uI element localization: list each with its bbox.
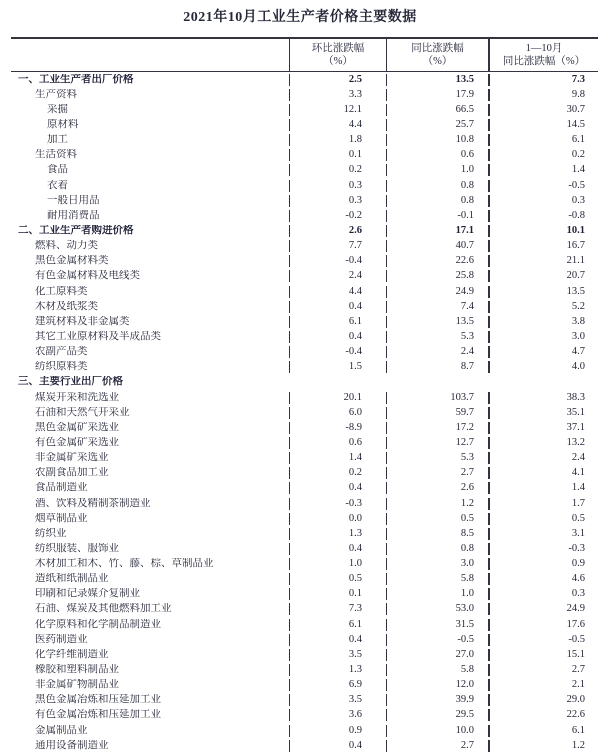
mom-value: 0.4 xyxy=(289,301,386,313)
table-row xyxy=(11,223,598,238)
header-yoy-line1: 同比涨跌幅 xyxy=(411,43,464,54)
table-row xyxy=(11,375,598,390)
ytd-value: 38.3 xyxy=(488,392,598,404)
ytd-value: 16.7 xyxy=(488,240,598,252)
yoy-value: -0.1 xyxy=(386,210,488,222)
table-row xyxy=(11,208,598,223)
yoy-value: 24.9 xyxy=(386,286,488,298)
row-label: 医药制造业 xyxy=(35,633,88,645)
table-row xyxy=(11,526,598,541)
yoy-value: 2.4 xyxy=(386,346,488,358)
row-label: 黑色金属矿采选业 xyxy=(35,421,119,433)
yoy-value: 0.5 xyxy=(386,513,488,525)
mom-value: 6.9 xyxy=(289,679,386,691)
ytd-value: 17.6 xyxy=(488,619,598,631)
row-label: 三、主要行业出厂价格 xyxy=(18,376,123,388)
ytd-value: 3.8 xyxy=(488,316,598,328)
ytd-value: 6.1 xyxy=(488,725,598,737)
yoy-value: 0.8 xyxy=(386,543,488,555)
page-title: 2021年10月工业生产者价格主要数据 xyxy=(183,10,417,25)
mom-value: 1.3 xyxy=(289,528,386,540)
table-row xyxy=(11,541,598,556)
ytd-value: 10.1 xyxy=(488,225,598,237)
ytd-value: 13.5 xyxy=(488,286,598,298)
row-label: 石油和天然气开采业 xyxy=(35,406,130,418)
header-ytd-line1: 1—10月 xyxy=(525,43,563,54)
ytd-value: 1.7 xyxy=(488,498,598,510)
ytd-value: -0.8 xyxy=(488,210,598,222)
row-label: 橡胶和塑料制品业 xyxy=(35,664,119,676)
mom-value: 0.9 xyxy=(289,725,386,737)
row-label: 燃料、动力类 xyxy=(35,240,98,252)
yoy-value: 53.0 xyxy=(386,603,488,615)
table-row xyxy=(11,693,598,708)
row-label: 加工 xyxy=(47,134,68,146)
row-label: 原材料 xyxy=(47,118,79,130)
yoy-value: 0.8 xyxy=(386,180,488,192)
yoy-value: 10.0 xyxy=(386,725,488,737)
table-row xyxy=(11,511,598,526)
row-label: 有色金属材料及电线类 xyxy=(35,270,140,282)
row-label: 煤炭开采和洗选业 xyxy=(35,391,119,403)
row-label: 化学原料和化学制品制造业 xyxy=(35,618,161,630)
mom-value: 3.3 xyxy=(289,89,386,101)
table-row xyxy=(11,148,598,163)
row-label: 非金属矿采选业 xyxy=(35,452,109,464)
yoy-value: 1.0 xyxy=(386,164,488,176)
row-label: 生活资料 xyxy=(35,149,77,161)
yoy-value: 59.7 xyxy=(386,407,488,419)
mom-value: 1.5 xyxy=(289,361,386,373)
ytd-value: 6.1 xyxy=(488,134,598,146)
mom-value: 1.8 xyxy=(289,134,386,146)
ytd-value: 37.1 xyxy=(488,422,598,434)
yoy-value: 2.6 xyxy=(386,482,488,494)
ytd-value: 35.1 xyxy=(488,407,598,419)
ytd-value: -0.5 xyxy=(488,180,598,192)
table-row xyxy=(11,451,598,466)
ytd-value: 4.7 xyxy=(488,346,598,358)
header-mom-change xyxy=(289,39,386,71)
table-row xyxy=(11,314,598,329)
yoy-value: 5.3 xyxy=(386,452,488,464)
ytd-value: 3.0 xyxy=(488,331,598,343)
mom-value: 0.3 xyxy=(289,180,386,192)
ytd-value: 0.2 xyxy=(488,149,598,161)
yoy-value: 1.0 xyxy=(386,588,488,600)
row-label: 采掘 xyxy=(47,103,68,115)
mom-value: -0.2 xyxy=(289,210,386,222)
mom-value: 0.3 xyxy=(289,195,386,207)
row-label: 食品 xyxy=(47,164,68,176)
row-label: 印刷和记录媒介复制业 xyxy=(35,588,140,600)
row-label: 化工原料类 xyxy=(35,285,88,297)
mom-value: 4.4 xyxy=(289,286,386,298)
table-row xyxy=(11,496,598,511)
mom-value: 0.2 xyxy=(289,164,386,176)
table-row xyxy=(11,102,598,117)
yoy-value: 17.9 xyxy=(386,89,488,101)
row-label: 纺织服装、服饰业 xyxy=(35,542,119,554)
table-row xyxy=(11,662,598,677)
table-row xyxy=(11,708,598,723)
table-row xyxy=(11,738,598,753)
header-mom-line2: （%） xyxy=(323,56,353,67)
mom-value: 7.3 xyxy=(289,603,386,615)
yoy-value: 25.8 xyxy=(386,270,488,282)
table-row xyxy=(11,572,598,587)
row-label: 黑色金属材料类 xyxy=(35,255,109,267)
table-row xyxy=(11,239,598,254)
table-row xyxy=(11,632,598,647)
table-row xyxy=(11,557,598,572)
row-label: 木材加工和木、竹、藤、棕、草制品业 xyxy=(35,558,214,570)
yoy-value: -0.5 xyxy=(386,634,488,646)
yoy-value: 7.4 xyxy=(386,301,488,313)
mom-value: 3.5 xyxy=(289,649,386,661)
yoy-value: 22.6 xyxy=(386,255,488,267)
ytd-value: 2.7 xyxy=(488,664,598,676)
yoy-value: 2.7 xyxy=(386,740,488,752)
row-label: 化学纤维制造业 xyxy=(35,648,109,660)
mom-value: 0.4 xyxy=(289,482,386,494)
row-label: 石油、煤炭及其他燃料加工业 xyxy=(35,603,172,615)
table-row xyxy=(11,435,598,450)
row-label: 黑色金属冶炼和压延加工业 xyxy=(35,694,161,706)
table-row xyxy=(11,723,598,738)
ytd-value: 9.8 xyxy=(488,89,598,101)
mom-value: 2.6 xyxy=(289,225,386,237)
mom-value: 0.5 xyxy=(289,573,386,585)
ytd-value: 4.1 xyxy=(488,467,598,479)
ytd-value: 1.4 xyxy=(488,164,598,176)
table-row xyxy=(11,133,598,148)
table-row xyxy=(11,163,598,178)
row-label: 一、工业生产者出厂价格 xyxy=(18,73,134,85)
table-row xyxy=(11,587,598,602)
mom-value: -0.4 xyxy=(289,255,386,267)
mom-value: 1.3 xyxy=(289,664,386,676)
row-label: 通用设备制造业 xyxy=(35,739,109,751)
row-label: 纺织原料类 xyxy=(35,361,88,373)
mom-value: 3.5 xyxy=(289,694,386,706)
ytd-value: -0.5 xyxy=(488,634,598,646)
yoy-value: 0.6 xyxy=(386,149,488,161)
table-row xyxy=(11,193,598,208)
mom-value: 6.0 xyxy=(289,407,386,419)
mom-value: 0.4 xyxy=(289,543,386,555)
mom-value: 0.4 xyxy=(289,634,386,646)
ytd-value: 5.2 xyxy=(488,301,598,313)
header-ytd-change xyxy=(488,39,598,71)
mom-value: 2.4 xyxy=(289,270,386,282)
yoy-value: 40.7 xyxy=(386,240,488,252)
ytd-value: 21.1 xyxy=(488,255,598,267)
yoy-value: 2.7 xyxy=(386,467,488,479)
ytd-value: 20.7 xyxy=(488,270,598,282)
table-row xyxy=(11,284,598,299)
ytd-value: 13.2 xyxy=(488,437,598,449)
ytd-value: 22.6 xyxy=(488,709,598,721)
yoy-value: 5.3 xyxy=(386,331,488,343)
yoy-value: 66.5 xyxy=(386,104,488,116)
yoy-value: 12.7 xyxy=(386,437,488,449)
ytd-value: 0.9 xyxy=(488,558,598,570)
table-header xyxy=(11,39,598,72)
ytd-value: 29.0 xyxy=(488,694,598,706)
header-yoy-change xyxy=(386,39,488,71)
table-row xyxy=(11,678,598,693)
yoy-value: 17.2 xyxy=(386,422,488,434)
row-label: 建筑材料及非金属类 xyxy=(35,315,130,327)
row-label: 农副产品类 xyxy=(35,346,88,358)
row-label: 食品制造业 xyxy=(35,482,88,494)
row-label: 造纸和纸制品业 xyxy=(35,573,109,585)
row-label: 有色金属矿采选业 xyxy=(35,436,119,448)
yoy-value: 5.8 xyxy=(386,573,488,585)
ytd-value: 2.4 xyxy=(488,452,598,464)
yoy-value: 27.0 xyxy=(386,649,488,661)
table-row xyxy=(11,602,598,617)
table-row xyxy=(11,420,598,435)
ytd-value: 0.5 xyxy=(488,513,598,525)
mom-value: 0.1 xyxy=(289,149,386,161)
mom-value: -0.3 xyxy=(289,498,386,510)
ytd-value: 0.3 xyxy=(488,588,598,600)
table-row xyxy=(11,390,598,405)
yoy-value: 5.8 xyxy=(386,664,488,676)
row-label: 二、工业生产者购进价格 xyxy=(18,224,134,236)
row-label: 酒、饮料及精制茶制造业 xyxy=(35,497,151,509)
row-label: 农副食品加工业 xyxy=(35,467,109,479)
table-row xyxy=(11,329,598,344)
mom-value: 6.1 xyxy=(289,619,386,631)
ytd-value: 15.1 xyxy=(488,649,598,661)
mom-value: 1.0 xyxy=(289,558,386,570)
yoy-value: 0.8 xyxy=(386,195,488,207)
mom-value: 0.6 xyxy=(289,437,386,449)
mom-value: 7.7 xyxy=(289,240,386,252)
ytd-value: 1.2 xyxy=(488,740,598,752)
table-row xyxy=(11,72,598,87)
yoy-value: 13.5 xyxy=(386,316,488,328)
table-row xyxy=(11,617,598,632)
ytd-value: -0.3 xyxy=(488,543,598,555)
mom-value: 4.4 xyxy=(289,119,386,131)
row-label: 一般日用品 xyxy=(47,194,100,206)
table-row xyxy=(11,269,598,284)
ytd-value: 24.9 xyxy=(488,603,598,615)
yoy-value: 3.0 xyxy=(386,558,488,570)
yoy-value: 25.7 xyxy=(386,119,488,131)
ytd-value: 4.6 xyxy=(488,573,598,585)
table-row xyxy=(11,466,598,481)
header-ytd-line2: 同比涨跌幅（%） xyxy=(502,56,586,67)
header-mom-line1: 环比涨跌幅 xyxy=(311,43,365,54)
table-row xyxy=(11,647,598,662)
mom-value: 3.6 xyxy=(289,709,386,721)
data-table xyxy=(11,37,598,753)
header-label-col xyxy=(11,39,289,71)
yoy-value: 17.1 xyxy=(386,225,488,237)
ytd-value: 2.1 xyxy=(488,679,598,691)
row-label: 衣着 xyxy=(47,179,68,191)
table-row xyxy=(11,178,598,193)
ytd-value: 1.4 xyxy=(488,482,598,494)
table-body xyxy=(11,72,598,753)
header-yoy-line2: （%） xyxy=(422,56,453,67)
row-label: 烟草制品业 xyxy=(35,512,88,524)
mom-value: 1.4 xyxy=(289,452,386,464)
mom-value: 0.2 xyxy=(289,467,386,479)
table-row xyxy=(11,360,598,375)
yoy-value: 31.5 xyxy=(386,619,488,631)
yoy-value: 29.5 xyxy=(386,709,488,721)
yoy-value: 8.5 xyxy=(386,528,488,540)
mom-value: 0.4 xyxy=(289,740,386,752)
table-row xyxy=(11,299,598,314)
row-label: 生产资料 xyxy=(35,88,77,100)
mom-value: 12.1 xyxy=(289,104,386,116)
mom-value: 6.1 xyxy=(289,316,386,328)
ytd-value: 4.0 xyxy=(488,361,598,373)
ytd-value: 7.3 xyxy=(488,74,598,86)
row-label: 耐用消费品 xyxy=(47,209,100,221)
yoy-value: 39.9 xyxy=(386,694,488,706)
mom-value: 20.1 xyxy=(289,392,386,404)
mom-value: -0.4 xyxy=(289,346,386,358)
table-row xyxy=(11,405,598,420)
yoy-value: 8.7 xyxy=(386,361,488,373)
mom-value: 0.0 xyxy=(289,513,386,525)
row-label: 其它工业原材料及半成品类 xyxy=(35,330,161,342)
row-label: 有色金属冶炼和压延加工业 xyxy=(35,709,161,721)
yoy-value: 10.8 xyxy=(386,134,488,146)
table-row xyxy=(11,481,598,496)
ytd-value: 30.7 xyxy=(488,104,598,116)
yoy-value: 12.0 xyxy=(386,679,488,691)
row-label: 非金属矿物制品业 xyxy=(35,679,119,691)
ytd-value: 0.3 xyxy=(488,195,598,207)
row-label: 木材及纸浆类 xyxy=(35,300,98,312)
table-row xyxy=(11,345,598,360)
ytd-value: 14.5 xyxy=(488,119,598,131)
mom-value: 0.4 xyxy=(289,331,386,343)
yoy-value: 13.5 xyxy=(386,74,488,86)
table-row xyxy=(11,254,598,269)
mom-value: 0.1 xyxy=(289,588,386,600)
row-label: 纺织业 xyxy=(35,527,67,539)
yoy-value: 103.7 xyxy=(386,392,488,404)
table-row xyxy=(11,117,598,132)
row-label: 金属制品业 xyxy=(35,724,88,736)
ytd-value: 3.1 xyxy=(488,528,598,540)
mom-value: -8.9 xyxy=(289,422,386,434)
yoy-value: 1.2 xyxy=(386,498,488,510)
table-row xyxy=(11,87,598,102)
mom-value: 2.5 xyxy=(289,74,386,86)
